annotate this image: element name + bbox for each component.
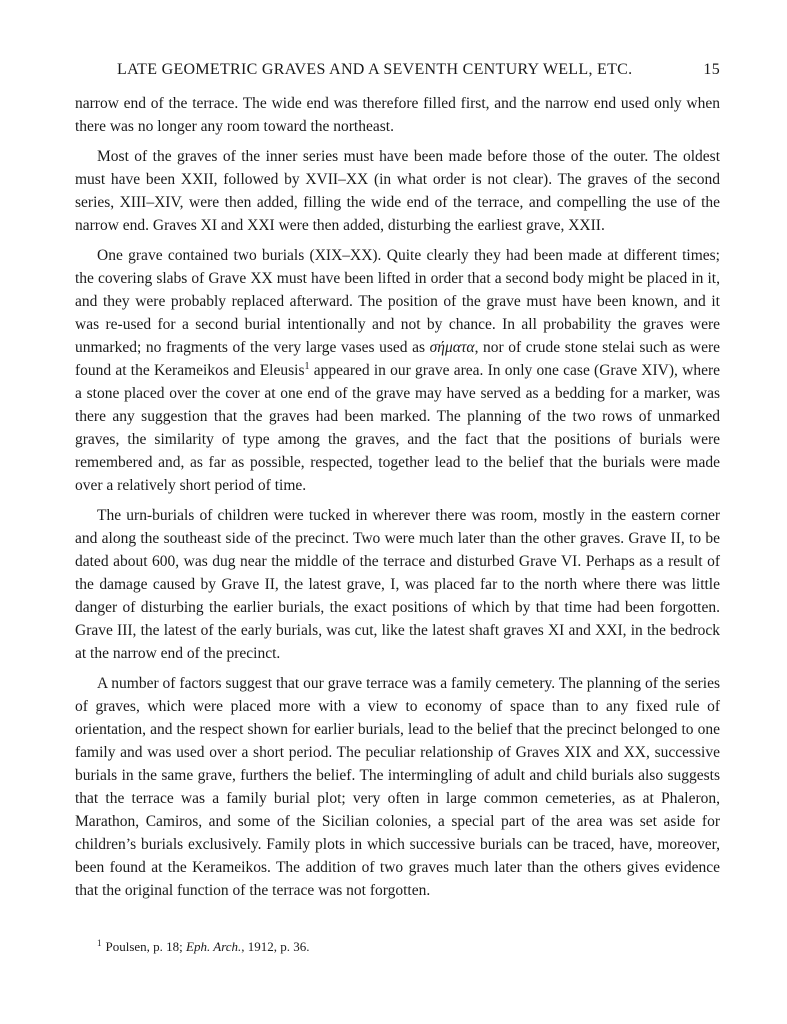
footnote-journal: Eph. Arch. [186,939,242,954]
footnote [97,938,697,956]
footnote-reference[interactable]: 1 [304,360,310,372]
paragraph-3-text-a: One grave contained two burials (XIX–XX). Quite clearly they had been made at different times; the covering slabs of Grave XX must have been lifted in order that a second body might be placed in it, and they were probably replaced afterward. The position of the grave must have been known, and it was re-used for a second burial intentionally and not by chance. In all probability the graves were unmarked; no fragments of the very large vases used as [75,247,720,356]
paragraph-2: Most of the graves of the inner series must have been made before those of the outer. The oldest must have been XXII, followed by XVII–XX (in what order is not clear). The graves of the second series, XIII–XIV, were then added, filling the wide end of the terrace, and compelling the use of the narrow end. Graves XI and XXI were then added, disturbing the earliest grave, XXII. [75,148,720,234]
paragraph-3 [75,244,720,497]
running-title: LATE GEOMETRIC GRAVES AND A SEVENTH CENTURY WELL, ETC. [117,61,633,78]
paragraph-3-text-c: appeared in our grave area. In only one case (Grave XIV), where a stone placed over the cover at one end of the grave may have served as a bedding for a marker, was there any suggestion that the graves had been marked. The planning of the two rows of unmarked graves, the similarity of type among the graves, and the fact that the positions of burials were remembered and, as far as possible, respected, together lead to the belief that the burials were made over a relatively short period of time. [75,362,720,494]
footnote-text-b: , 1912, p. 36. [241,939,310,954]
paragraph-5: A number of factors suggest that our grave terrace was a family cemetery. The planning of the series of graves, which were placed more with a view to economy of space than to any fixed rule of orientation, and the respect shown for earlier burials, lead to the belief that the precinct belonged to one family and was used over a short period. The peculiar relationship of Graves XIX and XX, successive burials in the same grave, furthers the belief. The intermingling of adult and child burials also suggests that the terrace was a family burial plot; very often in large common cemeteries, as at Phaleron, Marathon, Camiros, and some of the Sicilian colonies, a special part of the area was set aside for children’s burials exclusively. Family plots in which successive burials can be traced, have, moreover, been found at the Kerameikos. The addition of two graves much later than the others gives evidence that the original function of the terrace was not forgotten. [75,675,720,899]
greek-word: σήματα [429,339,475,356]
running-head [75,58,720,82]
paragraph-3-text-b: , nor of crude stone stelai such as were found at the Kerameikos and Eleusis [75,339,720,379]
footnote-mark: 1 [97,937,102,948]
page-number: 15 [703,61,720,78]
paragraph-1: narrow end of the terrace. The wide end was therefore filled first, and the narrow end used only when there was no longer any room toward the northeast. [75,95,720,135]
body-text [75,92,720,909]
paragraph-4: The urn-burials of children were tucked in wherever there was room, mostly in the eastern corner and along the southeast side of the precinct. Two were much later than the other graves. Grave II, to be dated about 600, was dug near the middle of the terrace and disturbed Grave VI. Perhaps as a result of the damage caused by Grave II, the latest grave, I, was placed far to the north where there was little danger of disturbing the earlier burials, the exact positions of which by that time had been forgotten. Grave III, the latest of the early burials, was cut, like the latest shaft graves XI and XXI, in the bedrock at the narrow end of the precinct. [75,507,720,662]
footnote-text-a: Poulsen, p. 18; [105,939,187,954]
